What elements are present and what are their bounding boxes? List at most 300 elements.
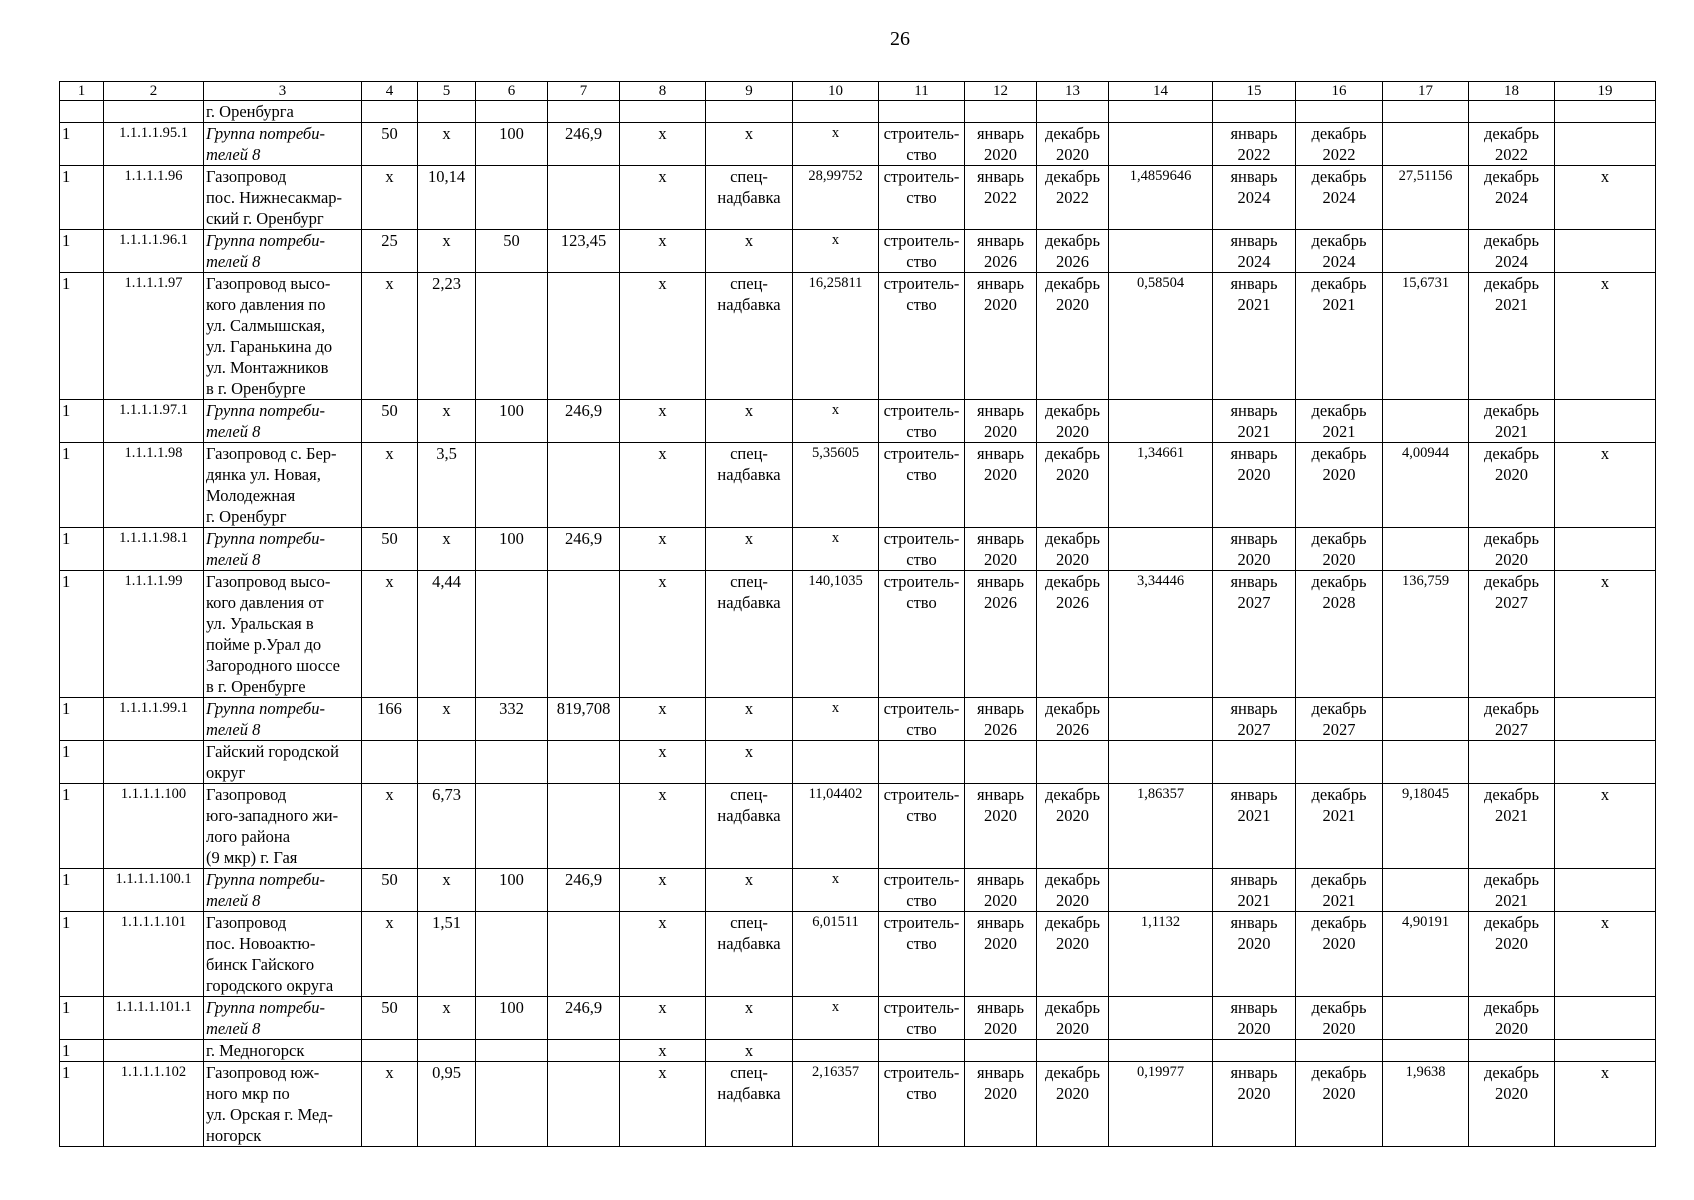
table-cell: 1,4859646 [1109,166,1213,230]
column-header: 15 [1213,82,1296,101]
table-cell: 1,86357 [1109,784,1213,869]
table-cell: 1 [60,784,104,869]
table-cell [793,1040,879,1062]
table-cell: 246,9 [548,528,620,571]
column-header: 8 [620,82,706,101]
table-cell: Группа потреби- телей 8 [204,400,362,443]
table-row [60,571,1656,698]
table-cell: строитель- ство [879,443,965,528]
table-cell [1555,528,1656,571]
table-cell: декабрь 2022 [1296,123,1383,166]
table-cell: х [1555,1062,1656,1147]
table-cell: строитель- ство [879,1062,965,1147]
table-cell [1383,230,1469,273]
table-row [60,1062,1656,1147]
table-cell: декабрь 2020 [1037,273,1109,400]
table-cell [1555,997,1656,1040]
table-cell: Газопровод высо- кого давления от ул. Уральская в пойме р.Урал до Загородного шоссе в г. Оренбурге [204,571,362,698]
table-cell: декабрь 2020 [1037,869,1109,912]
table-cell: х [620,869,706,912]
table-cell: х [620,997,706,1040]
table-cell [1037,741,1109,784]
table-cell: х [1555,443,1656,528]
table-cell: 4,44 [418,571,476,698]
table-cell: х [793,528,879,571]
table-cell: 1 [60,1062,104,1147]
table-cell: Гайский городской округ [204,741,362,784]
table-cell: Группа потреби- телей 8 [204,528,362,571]
table-cell: 10,14 [418,166,476,230]
table-cell: 50 [362,123,418,166]
table-cell: январь 2022 [965,166,1037,230]
table-cell: 1 [60,123,104,166]
table-cell: х [1555,912,1656,997]
table-cell [60,101,104,123]
table-cell [476,166,548,230]
table-cell: строитель- ство [879,997,965,1040]
table-cell: 1.1.1.1.97.1 [104,400,204,443]
table-cell: 1,51 [418,912,476,997]
table-cell: 140,1035 [793,571,879,698]
table-cell: 0,19977 [1109,1062,1213,1147]
table-cell: строитель- ство [879,123,965,166]
table-row [60,123,1656,166]
table-cell: х [706,528,793,571]
table-cell: строитель- ство [879,166,965,230]
table-cell [548,1040,620,1062]
table-cell: декабрь 2020 [1037,443,1109,528]
table-cell: 100 [476,123,548,166]
table-cell: х [362,1062,418,1147]
table-cell: декабрь 2021 [1296,869,1383,912]
column-header: 17 [1383,82,1469,101]
table-cell: декабрь 2022 [1469,123,1555,166]
table-cell [1296,741,1383,784]
table-cell: х [620,912,706,997]
table-cell: декабрь 2020 [1037,912,1109,997]
table-cell [1555,400,1656,443]
table-cell [418,741,476,784]
table-cell: строитель- ство [879,571,965,698]
table-cell: январь 2020 [965,1062,1037,1147]
table-cell [1109,101,1213,123]
table-cell: декабрь 2020 [1469,528,1555,571]
table-cell: х [362,443,418,528]
table-cell: январь 2021 [1213,273,1296,400]
table-cell: 9,18045 [1383,784,1469,869]
table-cell [548,273,620,400]
table-row [60,997,1656,1040]
column-header: 11 [879,82,965,101]
table-cell [793,101,879,123]
table-cell: январь 2024 [1213,166,1296,230]
table-cell: 1.1.1.1.99.1 [104,698,204,741]
table-cell [548,101,620,123]
table-cell: декабрь 2024 [1469,230,1555,273]
table-cell: х [706,869,793,912]
table-cell: х [1555,571,1656,698]
table-cell: 27,51156 [1383,166,1469,230]
table-cell: декабрь 2024 [1469,166,1555,230]
table-cell: 1 [60,571,104,698]
table-cell: 332 [476,698,548,741]
table-row [60,166,1656,230]
table-cell: 16,25811 [793,273,879,400]
table-row [60,698,1656,741]
table-cell [1037,101,1109,123]
table-cell: х [620,571,706,698]
table-cell: х [620,528,706,571]
table-cell: х [620,698,706,741]
table-cell: г. Медногорск [204,1040,362,1062]
table-cell: 50 [362,997,418,1040]
table-cell: 50 [362,400,418,443]
table-cell [548,571,620,698]
table-cell [548,1062,620,1147]
table-cell: декабрь 2024 [1296,230,1383,273]
table-cell: 1 [60,273,104,400]
table-cell [1213,101,1296,123]
table-cell [104,741,204,784]
table-cell: х [418,528,476,571]
table-cell [1383,101,1469,123]
table-cell [1555,123,1656,166]
table-cell [476,1040,548,1062]
table-cell [548,741,620,784]
table-cell: 1.1.1.1.101.1 [104,997,204,1040]
table-cell: декабрь 2020 [1296,912,1383,997]
table-cell: х [620,230,706,273]
table-cell [1383,400,1469,443]
table-cell: х [362,912,418,997]
table-cell [362,101,418,123]
table-cell: спец- надбавка [706,273,793,400]
table-cell [1555,698,1656,741]
table-cell: х [620,273,706,400]
table-cell: 246,9 [548,400,620,443]
table-cell: Газопровод пос. Новоактю- бинск Гайского городского округа [204,912,362,997]
table-cell: 3,34446 [1109,571,1213,698]
column-header: 1 [60,82,104,101]
column-header: 19 [1555,82,1656,101]
page-number: 26 [890,28,910,50]
table-cell: Газопровод высо- кого давления по ул. Салмышская, ул. Гаранькина до ул. Монтажников в г. Оренбурге [204,273,362,400]
table-cell [476,784,548,869]
table-cell: х [620,443,706,528]
table-cell: декабрь 2020 [1469,1062,1555,1147]
table-cell: 1 [60,1040,104,1062]
table-cell: спец- надбавка [706,1062,793,1147]
table-cell: декабрь 2021 [1296,400,1383,443]
table-cell: строитель- ство [879,698,965,741]
table-cell: х [1555,273,1656,400]
table-cell [1296,1040,1383,1062]
table-row [60,443,1656,528]
table-cell [1555,230,1656,273]
table-cell: 1.1.1.1.100.1 [104,869,204,912]
table-row [60,230,1656,273]
table-cell: 246,9 [548,123,620,166]
table-cell: 2,23 [418,273,476,400]
table-cell: 246,9 [548,997,620,1040]
table-cell: Группа потреби- телей 8 [204,230,362,273]
table-cell: 0,58504 [1109,273,1213,400]
table-cell: 15,6731 [1383,273,1469,400]
table-cell: спец- надбавка [706,166,793,230]
column-header: 10 [793,82,879,101]
table-cell: 1 [60,741,104,784]
table-cell: 4,90191 [1383,912,1469,997]
column-header: 7 [548,82,620,101]
table-cell: 100 [476,400,548,443]
table-cell: январь 2020 [965,528,1037,571]
table-cell: январь 2027 [1213,571,1296,698]
table-cell: строитель- ство [879,912,965,997]
table-row [60,1040,1656,1062]
table-row [60,741,1656,784]
table-cell: 0,95 [418,1062,476,1147]
table-cell: спец- надбавка [706,912,793,997]
table-cell: январь 2020 [1213,912,1296,997]
table-cell: январь 2020 [965,400,1037,443]
table-cell [362,741,418,784]
table-cell: 3,5 [418,443,476,528]
table-cell: декабрь 2027 [1469,571,1555,698]
table-cell: строитель- ство [879,273,965,400]
table-cell: строитель- ство [879,784,965,869]
table-cell: январь 2020 [965,997,1037,1040]
table-cell [1383,528,1469,571]
table-cell [1383,123,1469,166]
table-cell: х [1555,784,1656,869]
table-cell: декабрь 2027 [1469,698,1555,741]
table-cell [879,101,965,123]
table-cell [1109,698,1213,741]
table-cell [476,443,548,528]
table-cell: 1.1.1.1.98 [104,443,204,528]
table-cell: Группа потреби- телей 8 [204,869,362,912]
column-header: 6 [476,82,548,101]
table-cell [476,912,548,997]
table-cell [476,101,548,123]
table-cell: строитель- ство [879,230,965,273]
table-cell: строитель- ство [879,869,965,912]
table-cell: х [706,123,793,166]
table-cell: х [706,997,793,1040]
table-cell: 1 [60,912,104,997]
table-cell: х [418,869,476,912]
table-cell: спец- надбавка [706,443,793,528]
table-cell: декабрь 2020 [1037,400,1109,443]
table-cell: декабрь 2020 [1469,997,1555,1040]
table-cell [879,741,965,784]
table-cell: декабрь 2024 [1296,166,1383,230]
table-cell: Газопровод юго-западного жи- лого района (9 мкр) г. Гая [204,784,362,869]
table-cell: 1.1.1.1.100 [104,784,204,869]
table-cell [1469,741,1555,784]
table-cell [1109,997,1213,1040]
table-cell: х [418,698,476,741]
table-cell: 123,45 [548,230,620,273]
table-cell: декабрь 2028 [1296,571,1383,698]
table-cell: декабрь 2021 [1469,273,1555,400]
table-cell [476,1062,548,1147]
data-table [59,81,1656,1147]
header-row [60,82,1656,101]
table-cell [1383,1040,1469,1062]
table-cell [1555,1040,1656,1062]
table-cell [1109,1040,1213,1062]
table-cell: 819,708 [548,698,620,741]
table-cell: 2,16357 [793,1062,879,1147]
column-header: 3 [204,82,362,101]
table-cell [1037,1040,1109,1062]
table-cell: х [620,1040,706,1062]
table-cell: 136,759 [1383,571,1469,698]
table-cell: 1 [60,400,104,443]
table-cell: х [418,400,476,443]
table-cell: х [620,1062,706,1147]
table-cell: 25 [362,230,418,273]
table-cell: спец- надбавка [706,571,793,698]
table-cell: 1.1.1.1.96 [104,166,204,230]
table-cell: х [362,273,418,400]
table-cell: х [620,741,706,784]
table-cell: х [706,1040,793,1062]
table-row [60,528,1656,571]
table-cell: х [706,230,793,273]
table-cell: 1,1132 [1109,912,1213,997]
table-cell: январь 2021 [1213,869,1296,912]
table-cell: декабрь 2020 [1037,784,1109,869]
table-cell: Газопровод с. Бер- дянка ул. Новая, Молодежная г. Оренбург [204,443,362,528]
table-cell: х [793,400,879,443]
table-cell: х [793,230,879,273]
table-cell: декабрь 2020 [1037,997,1109,1040]
column-header: 13 [1037,82,1109,101]
table-cell [1469,1040,1555,1062]
table-cell: декабрь 2022 [1037,166,1109,230]
table-cell [1296,101,1383,123]
table-cell [548,784,620,869]
table-cell: декабрь 2020 [1469,443,1555,528]
table-cell: декабрь 2021 [1469,869,1555,912]
table-cell: х [418,997,476,1040]
table-cell: январь 2022 [1213,123,1296,166]
table-cell [1109,400,1213,443]
table-cell [620,101,706,123]
table-cell: декабрь 2021 [1296,784,1383,869]
table-cell: декабрь 2020 [1037,1062,1109,1147]
table-cell [1383,869,1469,912]
table-cell: январь 2020 [965,784,1037,869]
table-cell: январь 2020 [965,443,1037,528]
column-header: 16 [1296,82,1383,101]
table-cell: х [362,784,418,869]
table-cell: х [418,230,476,273]
table-row [60,912,1656,997]
table-cell [476,273,548,400]
table-cell: 11,04402 [793,784,879,869]
table-cell: декабрь 2026 [1037,698,1109,741]
table-cell [965,741,1037,784]
table-cell: 1 [60,443,104,528]
table-cell [548,912,620,997]
table-cell: декабрь 2020 [1296,443,1383,528]
table-cell: 100 [476,869,548,912]
table-cell: январь 2021 [1213,784,1296,869]
table-cell [418,1040,476,1062]
table-cell: январь 2020 [1213,997,1296,1040]
column-header: 14 [1109,82,1213,101]
table-cell: х [362,571,418,698]
table-cell: 50 [362,528,418,571]
table-cell [418,101,476,123]
table-cell: Группа потреби- телей 8 [204,698,362,741]
table-cell: 1 [60,869,104,912]
table-cell: х [793,869,879,912]
column-header: 5 [418,82,476,101]
table-cell: 50 [362,869,418,912]
table-cell: х [620,166,706,230]
table-cell [1213,1040,1296,1062]
table-cell: 1 [60,230,104,273]
table-cell: 1 [60,997,104,1040]
table-cell: январь 2020 [1213,1062,1296,1147]
table-cell: 1.1.1.1.97 [104,273,204,400]
column-header: 9 [706,82,793,101]
table-cell: 1,34661 [1109,443,1213,528]
table-cell [362,1040,418,1062]
table-cell: 100 [476,997,548,1040]
table-cell: декабрь 2020 [1037,528,1109,571]
table-cell [1109,230,1213,273]
table-cell [104,101,204,123]
table-cell: декабрь 2020 [1037,123,1109,166]
table-cell: январь 2026 [965,698,1037,741]
table-cell: х [793,997,879,1040]
table-cell: 28,99752 [793,166,879,230]
table-cell: декабрь 2021 [1296,273,1383,400]
table-cell: 1,9638 [1383,1062,1469,1147]
table-cell [1555,869,1656,912]
table-cell: Группа потреби- телей 8 [204,997,362,1040]
table-row [60,273,1656,400]
table-cell: Газопровод юж- ного мкр по ул. Орская г. Мед- ногорск [204,1062,362,1147]
table-cell [1109,741,1213,784]
table-cell: 1.1.1.1.95.1 [104,123,204,166]
table-cell: январь 2026 [965,571,1037,698]
table-cell: х [620,123,706,166]
table-cell: 166 [362,698,418,741]
table-cell: январь 2020 [965,123,1037,166]
column-header: 12 [965,82,1037,101]
table-cell: декабрь 2020 [1469,912,1555,997]
table-cell: Газопровод пос. Нижнесакмар- ский г. Оренбург [204,166,362,230]
table-cell: декабрь 2021 [1469,400,1555,443]
table-cell: 1 [60,166,104,230]
table-cell: январь 2024 [1213,230,1296,273]
table-row [60,784,1656,869]
table-cell [706,101,793,123]
table-cell [1109,123,1213,166]
table-cell: 4,00944 [1383,443,1469,528]
table-cell: декабрь 2021 [1469,784,1555,869]
table-cell: январь 2020 [1213,443,1296,528]
table-cell: х [1555,166,1656,230]
table-cell: х [706,741,793,784]
table-cell: декабрь 2026 [1037,230,1109,273]
